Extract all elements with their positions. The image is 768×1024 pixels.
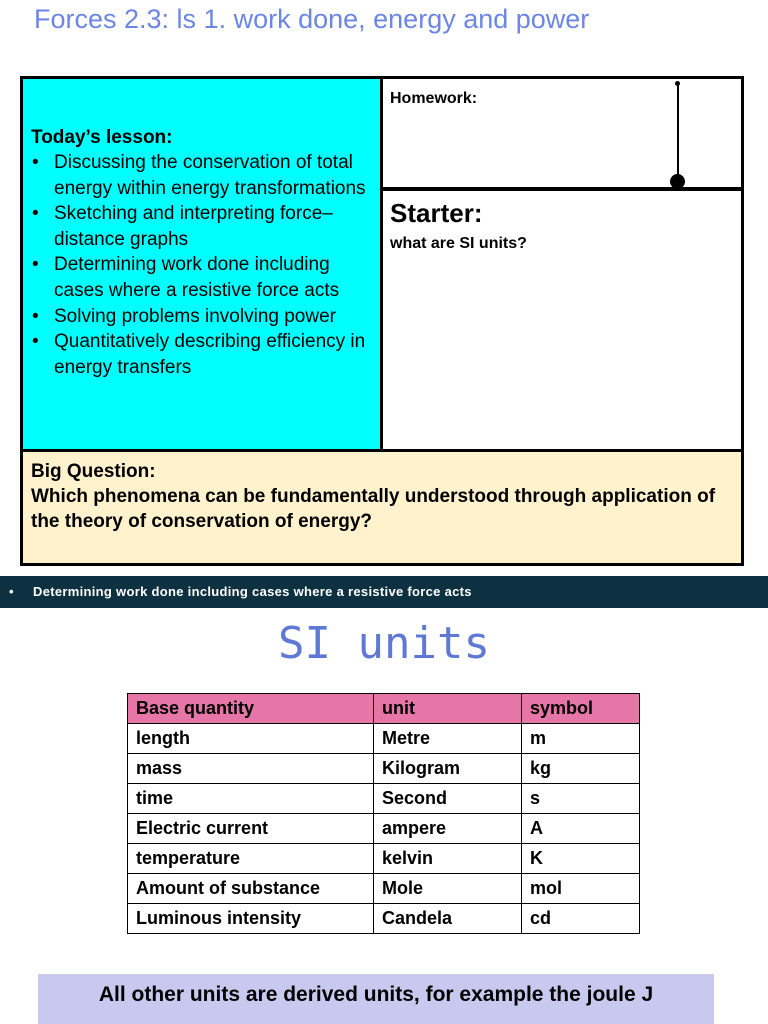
quantity-cell: Luminous intensity — [128, 904, 374, 934]
homework-label: Homework: — [390, 90, 478, 107]
todays-lesson-box — [23, 79, 383, 449]
table-row — [128, 874, 640, 904]
pendulum-string — [677, 83, 679, 179]
starter-box — [383, 191, 741, 449]
lesson-objective: • Discussing the conservation of total energy within energy transformations — [31, 150, 381, 201]
quantity-cell: Amount of substance — [128, 874, 374, 904]
quantity-cell: mass — [128, 754, 374, 784]
lesson-objective: • Determining work done including cases where a resistive force acts — [31, 252, 381, 303]
column-header: symbol — [522, 694, 640, 724]
big-question-box — [23, 449, 741, 563]
big-question-text: Which phenomena can be fundamentally understood through application of the theory of conservation of energy? — [31, 486, 716, 532]
section-heading: SI units — [278, 618, 490, 669]
table-row — [128, 904, 640, 934]
table-header-row — [128, 694, 640, 724]
symbol-cell: mol — [522, 874, 640, 904]
symbol-cell: m — [522, 724, 640, 754]
table-row — [128, 724, 640, 754]
quantity-cell: Electric current — [128, 814, 374, 844]
unit-cell: Kilogram — [374, 754, 522, 784]
symbol-cell: A — [522, 814, 640, 844]
unit-cell: Candela — [374, 904, 522, 934]
quantity-cell: time — [128, 784, 374, 814]
pendulum-bob — [670, 174, 685, 189]
todays-lesson-heading: Today’s lesson: — [31, 127, 173, 148]
table-row — [128, 814, 640, 844]
unit-cell: Metre — [374, 724, 522, 754]
unit-cell: kelvin — [374, 844, 522, 874]
table-row — [128, 754, 640, 784]
symbol-cell: K — [522, 844, 640, 874]
big-question-label: Big Question: — [31, 461, 156, 482]
lesson-objective: • Sketching and interpreting force–distance graphs — [31, 201, 381, 252]
table-row — [128, 784, 640, 814]
lesson-objective: • Solving problems involving power — [31, 304, 381, 330]
column-header: unit — [374, 694, 522, 724]
quantity-cell: length — [128, 724, 374, 754]
homework-box — [383, 79, 741, 191]
objective-text: Determining work done including cases where a resistive force acts — [33, 584, 472, 599]
starter-question: what are SI units? — [390, 235, 527, 252]
unit-cell: Second — [374, 784, 522, 814]
symbol-cell: cd — [522, 904, 640, 934]
symbol-cell: kg — [522, 754, 640, 784]
pendulum-pivot — [675, 81, 680, 86]
unit-cell: Mole — [374, 874, 522, 904]
symbol-cell: s — [522, 784, 640, 814]
quantity-cell: temperature — [128, 844, 374, 874]
lesson-objectives-list — [31, 150, 381, 380]
table-row — [128, 844, 640, 874]
lesson-objective: • Quantitatively describing efficiency in energy transfers — [31, 329, 381, 380]
column-header: Base quantity — [128, 694, 374, 724]
page-title: Forces 2.3: ls 1. work done, energy and power — [34, 4, 590, 34]
si-units-table — [127, 693, 640, 934]
objective-bullet: • — [9, 584, 14, 599]
lesson-frame — [20, 76, 744, 566]
derived-units-note: All other units are derived units, for example the joule J — [38, 974, 714, 1024]
objective-bar — [0, 576, 768, 608]
unit-cell: ampere — [374, 814, 522, 844]
starter-title: Starter: — [390, 198, 483, 228]
